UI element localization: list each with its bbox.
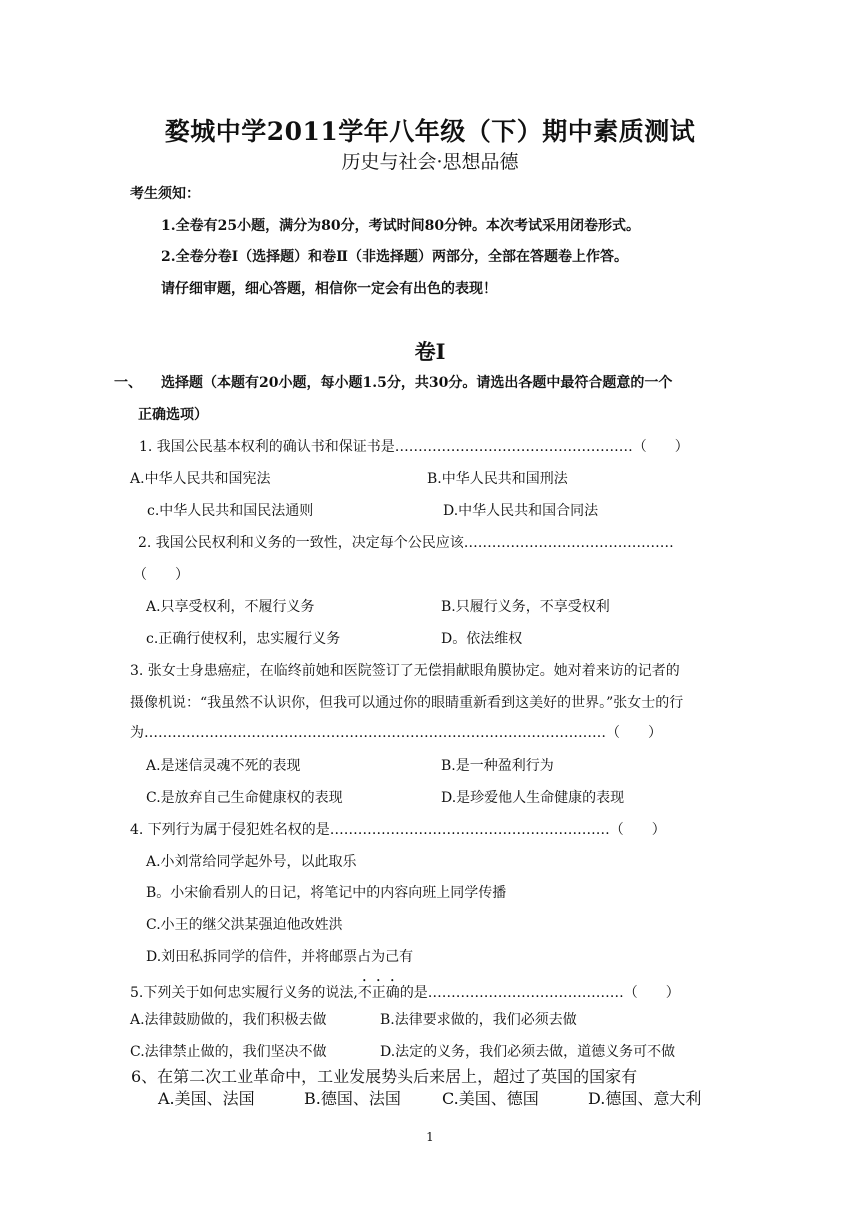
question-1-option-a: A.中华人民共和国宪法	[130, 471, 271, 487]
question-3-option-b: B.是一种盈利行为	[441, 758, 554, 774]
question-5-option-d: D.法定的义务，我们必须去做，道德义务可不做	[380, 1044, 676, 1060]
part-instructions-cont: 正确选项）	[138, 407, 208, 423]
part-number: 一、	[114, 375, 142, 391]
question-5-option-b: B.法律要求做的，我们必须去做	[380, 1012, 577, 1028]
question-2-stem: 2. 我国公民权利和义务的一致性，决定每个公民应该………………………………………	[138, 535, 674, 551]
question-1-option-c: c.中华人民共和国民法通则	[147, 503, 314, 519]
page-subtitle: 历史与社会·思想品德	[341, 151, 519, 173]
question-2-stem-cont: （ ）	[133, 567, 189, 583]
question-3-line-2: 摄像机说：“我虽然不认识你，但我可以通过你的眼睛重新看到这美好的世界。”张女士的行	[130, 695, 684, 711]
question-6-option-a: A.美国、法国	[158, 1089, 255, 1108]
question-5-stem-post: 的是……………………………………（ ）	[399, 985, 680, 1001]
page-number: 1	[426, 1130, 434, 1144]
instruction-line-1: 1.全卷有25小题，满分为80分，考试时间80分钟。本次考试采用闭卷形式。	[161, 218, 641, 234]
question-4-option-b: B。小宋偷看别人的日记，将笔记中的内容向班上同学传播	[146, 885, 507, 901]
question-1-stem: 1. 我国公民基本权利的确认书和保证书是……………………………………………（ ）	[139, 439, 689, 455]
instructions-heading: 考生须知：	[130, 186, 200, 202]
question-3-option-c: C.是放弃自己生命健康权的表现	[146, 790, 343, 806]
question-6-option-b: B.德国、法国	[304, 1089, 401, 1108]
question-6-stem: 6、在第二次工业革命中，工业发展势头后来居上，超过了英国的国家有	[131, 1067, 638, 1086]
question-4-option-c: C.小王的继父洪某强迫他改姓洪	[146, 917, 343, 933]
question-5-option-a: A.法律鼓励做的，我们积极去做	[130, 1012, 327, 1028]
question-4-stem: 4. 下列行为属于侵犯姓名权的是……………………………………………………（ ）	[130, 822, 666, 838]
question-4-option-d: D.刘田私拆同学的信件，并将邮票占为己有	[146, 949, 414, 965]
question-3-option-a: A.是迷信灵魂不死的表现	[146, 758, 301, 774]
question-5-stem-emphasis: 不正确	[357, 985, 400, 1001]
question-2-option-a: A.只享受权利，不履行义务	[146, 599, 315, 615]
question-1-option-b: B.中华人民共和国刑法	[427, 471, 568, 487]
question-5-option-c: C.法律禁止做的，我们坚决不做	[130, 1044, 327, 1060]
question-2-option-d: D。依法维权	[441, 631, 523, 647]
section-title: 卷Ⅰ	[414, 339, 446, 364]
question-2-option-c: c.正确行使权利，忠实履行义务	[146, 631, 341, 647]
question-3-line-3: 为………………………………………………………………………………………（ ）	[130, 725, 662, 741]
question-3-option-d: D.是珍爱他人生命健康的表现	[441, 790, 625, 806]
question-3-line-1: 3. 张女士身患癌症，在临终前她和医院签订了无偿捐献眼角膜协定。她对着来访的记者的	[130, 663, 680, 679]
question-2-option-b: B.只履行义务，不享受权利	[441, 599, 610, 615]
instruction-line-3: 请仔细审题，细心答题，相信你一定会有出色的表现！	[161, 281, 497, 297]
question-4-option-a: A.小刘常给同学起外号，以此取乐	[146, 854, 357, 870]
part-instructions: 选择题（本题有20小题，每小题1.5分，共30分。请选出各题中最符合题意的一个	[161, 375, 673, 391]
question-6-option-d: D.德国、意大利	[588, 1089, 702, 1108]
question-6-option-c: C.美国、德国	[442, 1089, 539, 1108]
page-title: 婺城中学2011学年八年级（下）期中素质测试	[164, 117, 696, 146]
question-1-option-d: D.中华人民共和国合同法	[443, 503, 599, 519]
question-5-stem-pre: 5.下列关于如何忠实履行义务的说法,	[130, 985, 358, 1001]
instruction-line-2: 2.全卷分卷Ⅰ（选择题）和卷Ⅱ（非选择题）两部分，全部在答题卷上作答。	[161, 249, 628, 265]
question-5-stem	[130, 977, 680, 1002]
